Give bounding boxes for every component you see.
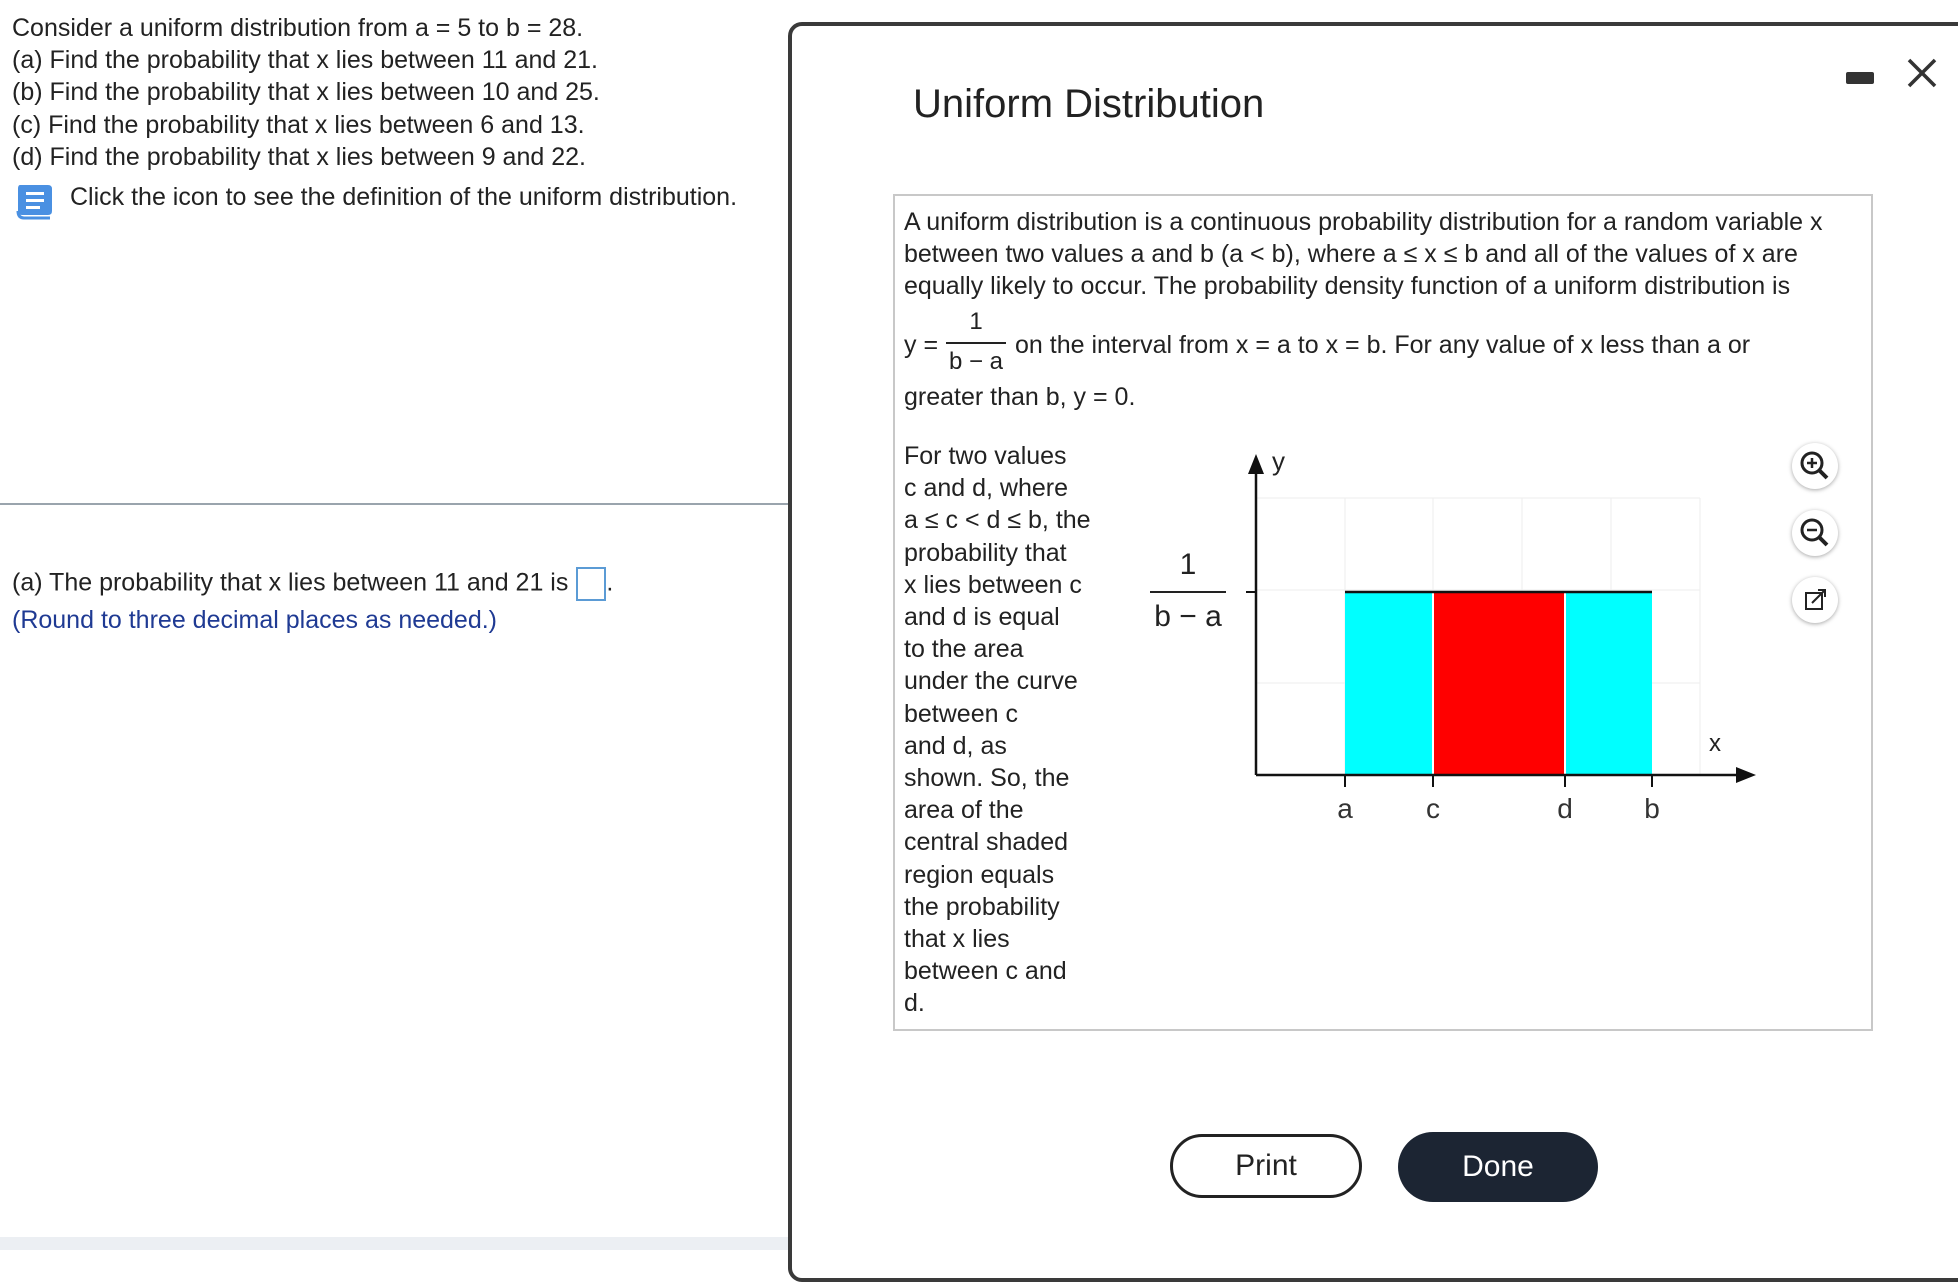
zoom-out-button[interactable] (1792, 510, 1838, 556)
side-text-line: c and d, where (904, 474, 1068, 503)
print-button[interactable]: Print (1170, 1134, 1362, 1198)
definition-line-2: between two values a and b (a < b), where a ≤ x ≤ b and all of the values of x are (904, 240, 1798, 268)
book-icon[interactable] (14, 181, 56, 221)
popout-icon (1792, 577, 1838, 623)
question-part-c: (c) Find the probability that x lies between 6 and 13. (12, 111, 585, 139)
dialog-title: Uniform Distribution (913, 82, 1265, 126)
x-tick-label-b: b (1644, 793, 1660, 824)
answer-prompt: (a) The probability that x lies between 11 and 21 is (12, 568, 569, 597)
done-button[interactable]: Done (1398, 1132, 1598, 1202)
question-part-a: (a) Find the probability that x lies between 11 and 21. (12, 46, 598, 74)
side-text-line: For two values (904, 442, 1067, 470)
side-text-line: to the area (904, 635, 1024, 664)
definition-line-1: A uniform distribution is a continuous probability distribution for a random variable x (904, 208, 1823, 236)
side-text-line: and d is equal (904, 603, 1060, 631)
question-intro: Consider a uniform distribution from a = 5 to b = 28. (12, 14, 584, 42)
definition-interval: on the interval from x = a to x = b. For any value of x less than a or (1015, 331, 1751, 359)
bottom-strip (0, 1237, 790, 1250)
side-text-line: d. (904, 989, 925, 1018)
side-text-line: probability that (904, 538, 1067, 567)
side-text-line: under the curve (904, 667, 1078, 696)
y-axis-arrow (1248, 454, 1264, 474)
x-tick-label-a: a (1337, 793, 1353, 824)
answer-prompt-line (12, 567, 613, 601)
uniform-distribution-chart (1140, 440, 1760, 840)
definition-line-3: equally likely to occur. The probability density function of a uniform distribution is (904, 272, 1791, 300)
question-part-d: (d) Find the probability that x lies between 9 and 22. (12, 143, 586, 171)
side-text-line: area of the (904, 796, 1024, 825)
side-text-line: and d, as (904, 731, 1007, 760)
close-icon[interactable] (1905, 56, 1939, 90)
popout-button[interactable] (1792, 577, 1838, 623)
rounding-note: (Round to three decimal places as needed.) (12, 606, 498, 634)
formula-fraction-bar (946, 342, 1006, 344)
zoom-in-icon (1792, 443, 1838, 489)
pane-divider (0, 503, 790, 505)
region-c-d (1433, 592, 1565, 775)
formula-fraction-denominator: b − a (948, 348, 1004, 375)
zoom-out-icon (1792, 510, 1838, 556)
answer-suffix: . (606, 568, 614, 597)
definition-hint[interactable]: Click the icon to see the definition of the uniform distribution. (70, 183, 738, 211)
side-text-line: a ≤ c < d ≤ b, the (904, 506, 1091, 535)
side-text-line: the probability (904, 892, 1060, 921)
x-axis-arrow (1736, 767, 1756, 783)
x-axis-label: x (1709, 730, 1721, 757)
side-text-line: that x lies (904, 925, 1010, 953)
formula-y-eq: y = (904, 331, 939, 359)
zoom-in-button[interactable] (1792, 443, 1838, 489)
side-text-line: shown. So, the (904, 764, 1070, 792)
x-tick-label-d: d (1557, 793, 1573, 824)
side-text-line: central shaded (904, 828, 1069, 857)
answer-input[interactable] (576, 567, 606, 601)
side-text-line: region equals (904, 860, 1055, 889)
region-a-c (1345, 592, 1433, 775)
side-text-line: between c (904, 699, 1018, 728)
x-tick-label-c: c (1426, 793, 1440, 824)
y-tick-label-denominator: b − a (1154, 600, 1222, 633)
side-text-line: x lies between c (904, 570, 1082, 599)
side-text-line: between c and (904, 957, 1067, 986)
definition-line-5: greater than b, y = 0. (904, 383, 1136, 411)
question-part-b: (b) Find the probability that x lies between 10 and 25. (12, 78, 600, 106)
y-axis-label: y (1272, 446, 1285, 476)
formula-fraction-numerator: 1 (969, 308, 983, 335)
region-d-b (1565, 592, 1652, 775)
minimize-icon[interactable] (1846, 72, 1874, 84)
y-tick-label-numerator: 1 (1179, 548, 1197, 581)
